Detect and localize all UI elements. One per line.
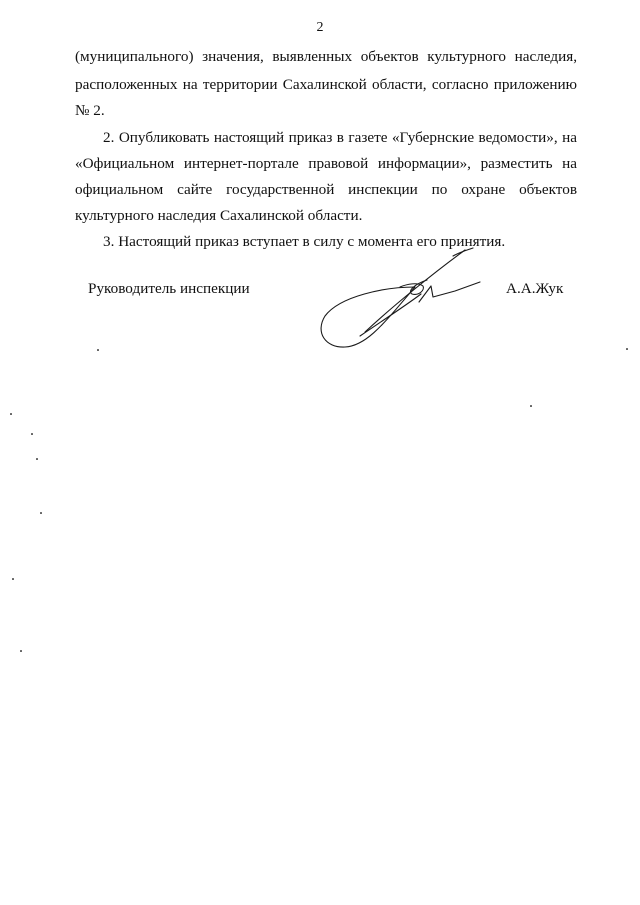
- paragraph-line: № 2.: [75, 102, 105, 119]
- signatory-name: А.А.Жук: [506, 280, 564, 297]
- paragraph-line: (муниципального) значения, выявленных объектов культурного наследия,: [75, 48, 577, 65]
- scan-speck: [31, 433, 33, 435]
- scan-speck: [36, 458, 38, 460]
- scan-speck: [97, 349, 99, 351]
- scan-speck: [20, 650, 22, 652]
- scan-speck: [40, 512, 42, 514]
- scan-speck: [10, 413, 12, 415]
- paragraph-line: 2. Опубликовать настоящий приказ в газете «Губернские ведомости», на: [103, 129, 577, 146]
- paragraph-line: официальном сайте государственной инспекции по охране объектов: [75, 181, 577, 198]
- paragraph-line: расположенных на территории Сахалинской области, согласно приложению: [75, 76, 577, 93]
- scan-speck: [626, 348, 628, 350]
- paragraph-line: культурного наследия Сахалинской области.: [75, 207, 363, 224]
- scan-speck: [530, 405, 532, 407]
- paragraph-line: 3. Настоящий приказ вступает в силу с момента его принятия.: [103, 233, 506, 250]
- signatory-title: Руководитель инспекции: [88, 280, 250, 297]
- handwritten-signature: [315, 244, 490, 356]
- page-number: 2: [316, 20, 324, 35]
- paragraph-line: «Официальном интернет-портале правовой информации», разместить на: [75, 155, 577, 172]
- scan-speck: [12, 578, 14, 580]
